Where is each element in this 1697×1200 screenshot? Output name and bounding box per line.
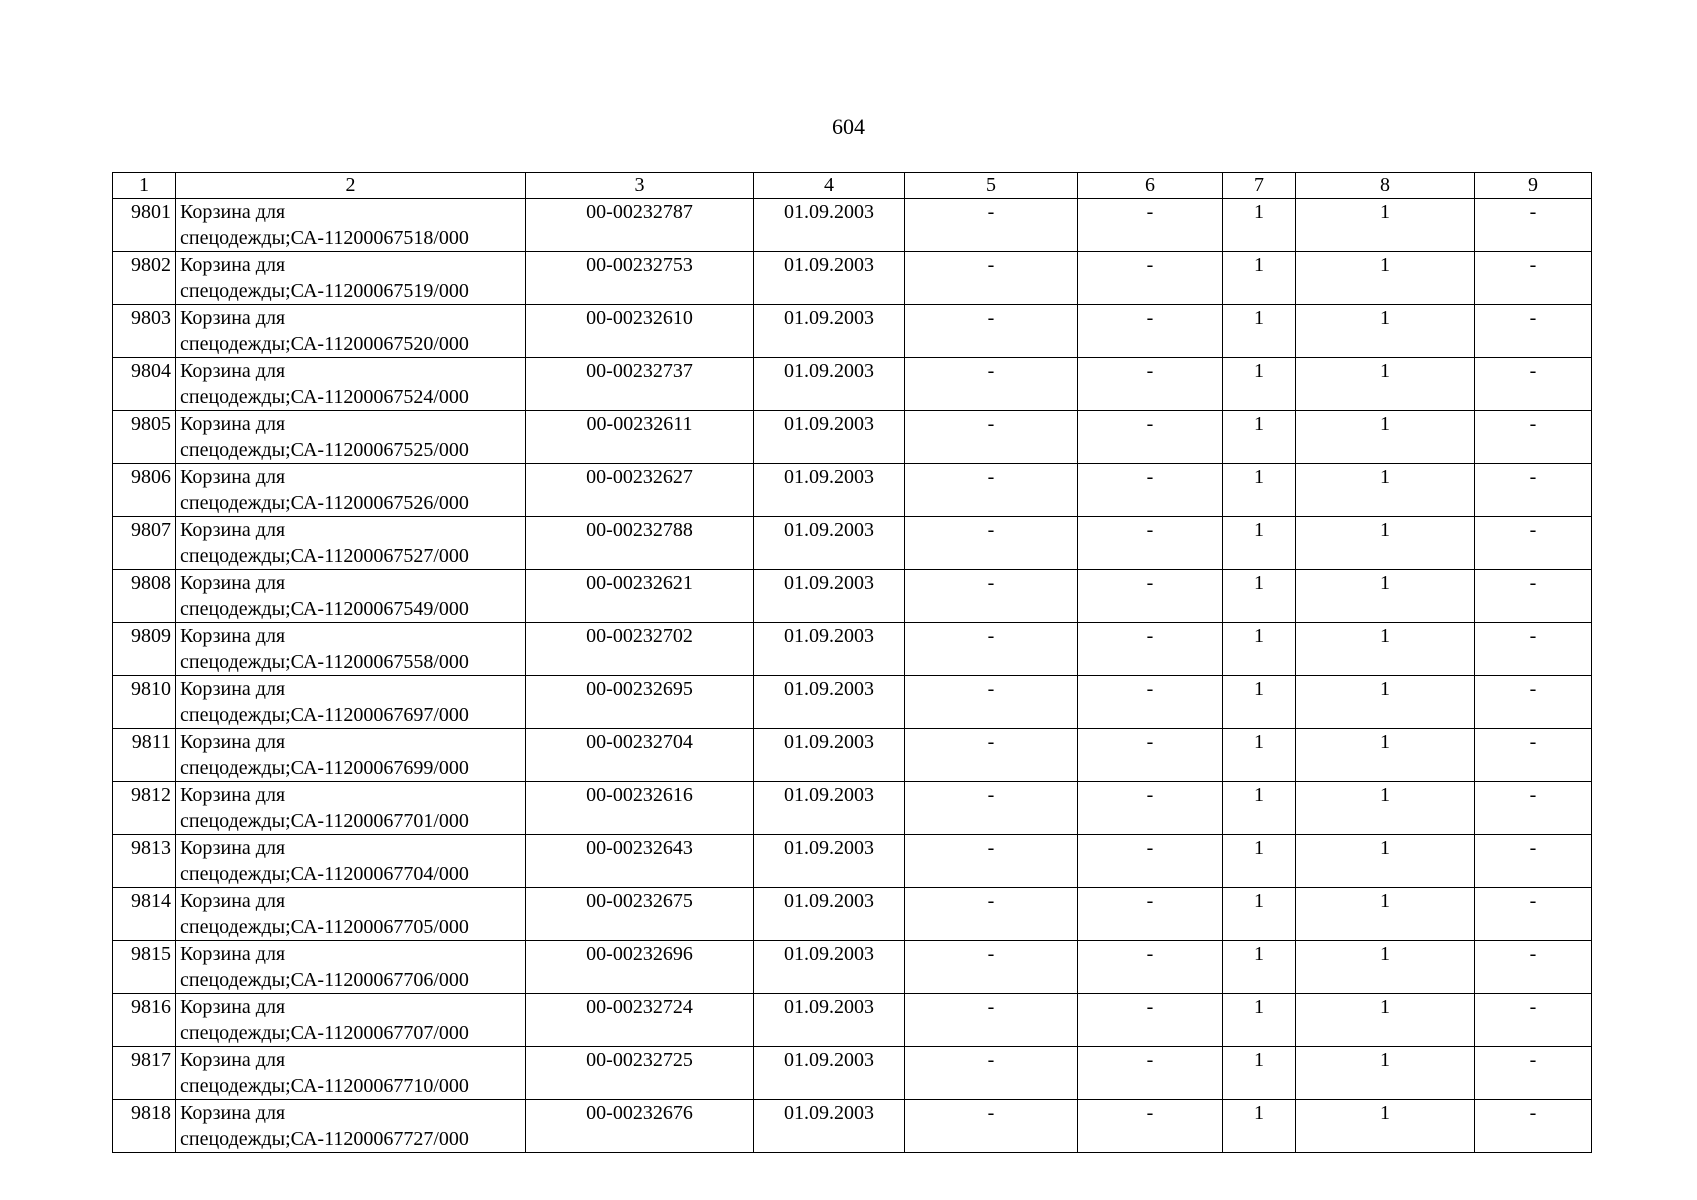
table-row bbox=[113, 358, 1592, 411]
column-8-cell: 1 bbox=[1296, 1100, 1475, 1153]
column-6-cell: - bbox=[1078, 888, 1223, 941]
column-9-cell: - bbox=[1475, 888, 1592, 941]
item-name-line-2: спецодежды;СА-11200067710/000 bbox=[180, 1075, 469, 1097]
row-number-cell: 9805 bbox=[113, 411, 176, 464]
item-name-line-1: Корзина для bbox=[180, 572, 286, 594]
column-6-cell: - bbox=[1078, 199, 1223, 252]
column-7-cell: 1 bbox=[1223, 1047, 1296, 1100]
table-row bbox=[113, 888, 1592, 941]
item-name-cell bbox=[176, 570, 526, 623]
column-8-cell: 1 bbox=[1296, 1047, 1475, 1100]
date-cell: 01.09.2003 bbox=[754, 517, 905, 570]
column-8-cell: 1 bbox=[1296, 199, 1475, 252]
item-name-cell bbox=[176, 835, 526, 888]
column-6-cell: - bbox=[1078, 305, 1223, 358]
row-number-cell: 9808 bbox=[113, 570, 176, 623]
date-cell: 01.09.2003 bbox=[754, 252, 905, 305]
date-cell: 01.09.2003 bbox=[754, 782, 905, 835]
table-row bbox=[113, 411, 1592, 464]
item-name-cell bbox=[176, 1100, 526, 1153]
column-8-cell: 1 bbox=[1296, 782, 1475, 835]
column-9-cell: - bbox=[1475, 411, 1592, 464]
column-5-cell: - bbox=[905, 623, 1078, 676]
header-row bbox=[113, 173, 1592, 199]
item-name-cell bbox=[176, 994, 526, 1047]
column-header-2: 2 bbox=[176, 173, 526, 199]
column-9-cell: - bbox=[1475, 782, 1592, 835]
inventory-code-cell: 00-00232616 bbox=[526, 782, 754, 835]
column-6-cell: - bbox=[1078, 570, 1223, 623]
column-5-cell: - bbox=[905, 1100, 1078, 1153]
table-row bbox=[113, 623, 1592, 676]
item-name-line-2: спецодежды;СА-11200067518/000 bbox=[180, 227, 469, 249]
column-8-cell: 1 bbox=[1296, 517, 1475, 570]
item-name-cell bbox=[176, 623, 526, 676]
column-5-cell: - bbox=[905, 782, 1078, 835]
row-number-cell: 9809 bbox=[113, 623, 176, 676]
inventory-code-cell: 00-00232676 bbox=[526, 1100, 754, 1153]
inventory-code-cell: 00-00232753 bbox=[526, 252, 754, 305]
column-7-cell: 1 bbox=[1223, 411, 1296, 464]
row-number-cell: 9804 bbox=[113, 358, 176, 411]
item-name-line-1: Корзина для bbox=[180, 413, 286, 435]
column-9-cell: - bbox=[1475, 994, 1592, 1047]
item-name-cell bbox=[176, 464, 526, 517]
column-5-cell: - bbox=[905, 888, 1078, 941]
item-name-cell bbox=[176, 729, 526, 782]
column-8-cell: 1 bbox=[1296, 888, 1475, 941]
column-6-cell: - bbox=[1078, 1100, 1223, 1153]
item-name-line-2: спецодежды;СА-11200067706/000 bbox=[180, 969, 469, 991]
column-header-9: 9 bbox=[1475, 173, 1592, 199]
column-6-cell: - bbox=[1078, 782, 1223, 835]
column-9-cell: - bbox=[1475, 252, 1592, 305]
column-7-cell: 1 bbox=[1223, 729, 1296, 782]
inventory-code-cell: 00-00232643 bbox=[526, 835, 754, 888]
column-7-cell: 1 bbox=[1223, 782, 1296, 835]
row-number-cell: 9814 bbox=[113, 888, 176, 941]
date-cell: 01.09.2003 bbox=[754, 729, 905, 782]
column-8-cell: 1 bbox=[1296, 941, 1475, 994]
item-name-line-1: Корзина для bbox=[180, 731, 286, 753]
column-8-cell: 1 bbox=[1296, 411, 1475, 464]
item-name-cell bbox=[176, 305, 526, 358]
table-row bbox=[113, 1047, 1592, 1100]
column-7-cell: 1 bbox=[1223, 941, 1296, 994]
item-name-cell bbox=[176, 358, 526, 411]
column-5-cell: - bbox=[905, 252, 1078, 305]
inventory-code-cell: 00-00232695 bbox=[526, 676, 754, 729]
date-cell: 01.09.2003 bbox=[754, 199, 905, 252]
table-body bbox=[113, 199, 1592, 1153]
table-row bbox=[113, 464, 1592, 517]
item-name-line-2: спецодежды;СА-11200067520/000 bbox=[180, 333, 469, 355]
inventory-code-cell: 00-00232627 bbox=[526, 464, 754, 517]
column-header-3: 3 bbox=[526, 173, 754, 199]
item-name-line-2: спецодежды;СА-11200067525/000 bbox=[180, 439, 469, 461]
date-cell: 01.09.2003 bbox=[754, 623, 905, 676]
item-name-line-2: спецодежды;СА-11200067549/000 bbox=[180, 598, 469, 620]
row-number-cell: 9811 bbox=[113, 729, 176, 782]
column-7-cell: 1 bbox=[1223, 888, 1296, 941]
column-5-cell: - bbox=[905, 411, 1078, 464]
column-header-5: 5 bbox=[905, 173, 1078, 199]
inventory-code-cell: 00-00232787 bbox=[526, 199, 754, 252]
inventory-code-cell: 00-00232610 bbox=[526, 305, 754, 358]
inventory-table bbox=[112, 172, 1592, 1153]
item-name-line-1: Корзина для bbox=[180, 307, 286, 329]
item-name-line-2: спецодежды;СА-11200067727/000 bbox=[180, 1128, 469, 1150]
inventory-code-cell: 00-00232788 bbox=[526, 517, 754, 570]
item-name-line-2: спецодежды;СА-11200067707/000 bbox=[180, 1022, 469, 1044]
column-header-1: 1 bbox=[113, 173, 176, 199]
item-name-cell bbox=[176, 199, 526, 252]
item-name-line-1: Корзина для bbox=[180, 519, 286, 541]
date-cell: 01.09.2003 bbox=[754, 676, 905, 729]
column-5-cell: - bbox=[905, 199, 1078, 252]
date-cell: 01.09.2003 bbox=[754, 305, 905, 358]
column-5-cell: - bbox=[905, 835, 1078, 888]
column-9-cell: - bbox=[1475, 941, 1592, 994]
column-7-cell: 1 bbox=[1223, 623, 1296, 676]
column-6-cell: - bbox=[1078, 517, 1223, 570]
date-cell: 01.09.2003 bbox=[754, 888, 905, 941]
item-name-line-2: спецодежды;СА-11200067527/000 bbox=[180, 545, 469, 567]
item-name-line-2: спецодежды;СА-11200067704/000 bbox=[180, 863, 469, 885]
item-name-line-1: Корзина для bbox=[180, 784, 286, 806]
inventory-code-cell: 00-00232725 bbox=[526, 1047, 754, 1100]
date-cell: 01.09.2003 bbox=[754, 411, 905, 464]
row-number-cell: 9803 bbox=[113, 305, 176, 358]
date-cell: 01.09.2003 bbox=[754, 1047, 905, 1100]
column-header-8: 8 bbox=[1296, 173, 1475, 199]
column-9-cell: - bbox=[1475, 835, 1592, 888]
column-8-cell: 1 bbox=[1296, 676, 1475, 729]
column-8-cell: 1 bbox=[1296, 464, 1475, 517]
row-number-cell: 9807 bbox=[113, 517, 176, 570]
column-6-cell: - bbox=[1078, 729, 1223, 782]
column-6-cell: - bbox=[1078, 358, 1223, 411]
column-5-cell: - bbox=[905, 464, 1078, 517]
column-9-cell: - bbox=[1475, 623, 1592, 676]
column-8-cell: 1 bbox=[1296, 994, 1475, 1047]
inventory-code-cell: 00-00232724 bbox=[526, 994, 754, 1047]
item-name-line-1: Корзина для bbox=[180, 1102, 286, 1124]
table-row bbox=[113, 835, 1592, 888]
column-9-cell: - bbox=[1475, 305, 1592, 358]
column-5-cell: - bbox=[905, 994, 1078, 1047]
table-row bbox=[113, 994, 1592, 1047]
column-7-cell: 1 bbox=[1223, 199, 1296, 252]
column-9-cell: - bbox=[1475, 1047, 1592, 1100]
date-cell: 01.09.2003 bbox=[754, 464, 905, 517]
item-name-line-2: спецодежды;СА-11200067558/000 bbox=[180, 651, 469, 673]
item-name-line-2: спецодежды;СА-11200067526/000 bbox=[180, 492, 469, 514]
column-7-cell: 1 bbox=[1223, 252, 1296, 305]
item-name-line-1: Корзина для bbox=[180, 466, 286, 488]
column-9-cell: - bbox=[1475, 729, 1592, 782]
column-9-cell: - bbox=[1475, 464, 1592, 517]
column-5-cell: - bbox=[905, 570, 1078, 623]
column-8-cell: 1 bbox=[1296, 358, 1475, 411]
column-header-7: 7 bbox=[1223, 173, 1296, 199]
item-name-cell bbox=[176, 252, 526, 305]
column-5-cell: - bbox=[905, 941, 1078, 994]
column-5-cell: - bbox=[905, 676, 1078, 729]
item-name-cell bbox=[176, 941, 526, 994]
table-row bbox=[113, 252, 1592, 305]
item-name-line-2: спецодежды;СА-11200067705/000 bbox=[180, 916, 469, 938]
column-5-cell: - bbox=[905, 517, 1078, 570]
column-5-cell: - bbox=[905, 358, 1078, 411]
row-number-cell: 9818 bbox=[113, 1100, 176, 1153]
column-7-cell: 1 bbox=[1223, 358, 1296, 411]
inventory-code-cell: 00-00232696 bbox=[526, 941, 754, 994]
row-number-cell: 9802 bbox=[113, 252, 176, 305]
inventory-code-cell: 00-00232737 bbox=[526, 358, 754, 411]
item-name-line-1: Корзина для bbox=[180, 996, 286, 1018]
item-name-cell bbox=[176, 1047, 526, 1100]
item-name-line-1: Корзина для bbox=[180, 943, 286, 965]
column-7-cell: 1 bbox=[1223, 676, 1296, 729]
inventory-code-cell: 00-00232675 bbox=[526, 888, 754, 941]
table-row bbox=[113, 199, 1592, 252]
date-cell: 01.09.2003 bbox=[754, 570, 905, 623]
item-name-cell bbox=[176, 782, 526, 835]
date-cell: 01.09.2003 bbox=[754, 358, 905, 411]
column-8-cell: 1 bbox=[1296, 570, 1475, 623]
item-name-line-1: Корзина для bbox=[180, 890, 286, 912]
item-name-line-2: спецодежды;СА-11200067699/000 bbox=[180, 757, 469, 779]
row-number-cell: 9813 bbox=[113, 835, 176, 888]
item-name-line-1: Корзина для bbox=[180, 201, 286, 223]
column-7-cell: 1 bbox=[1223, 464, 1296, 517]
item-name-line-1: Корзина для bbox=[180, 254, 286, 276]
column-6-cell: - bbox=[1078, 835, 1223, 888]
column-6-cell: - bbox=[1078, 676, 1223, 729]
inventory-code-cell: 00-00232611 bbox=[526, 411, 754, 464]
row-number-cell: 9812 bbox=[113, 782, 176, 835]
item-name-line-1: Корзина для bbox=[180, 360, 286, 382]
row-number-cell: 9810 bbox=[113, 676, 176, 729]
date-cell: 01.09.2003 bbox=[754, 1100, 905, 1153]
table-row bbox=[113, 782, 1592, 835]
column-7-cell: 1 bbox=[1223, 835, 1296, 888]
item-name-line-2: спецодежды;СА-11200067701/000 bbox=[180, 810, 469, 832]
table-row bbox=[113, 1100, 1592, 1153]
table-row bbox=[113, 570, 1592, 623]
column-7-cell: 1 bbox=[1223, 305, 1296, 358]
date-cell: 01.09.2003 bbox=[754, 941, 905, 994]
item-name-line-2: спецодежды;СА-11200067524/000 bbox=[180, 386, 469, 408]
column-6-cell: - bbox=[1078, 464, 1223, 517]
item-name-line-1: Корзина для bbox=[180, 625, 286, 647]
item-name-cell bbox=[176, 888, 526, 941]
date-cell: 01.09.2003 bbox=[754, 994, 905, 1047]
item-name-line-1: Корзина для bbox=[180, 837, 286, 859]
table-row bbox=[113, 676, 1592, 729]
item-name-line-1: Корзина для bbox=[180, 1049, 286, 1071]
column-9-cell: - bbox=[1475, 1100, 1592, 1153]
item-name-cell bbox=[176, 411, 526, 464]
page-number: 604 bbox=[832, 114, 865, 139]
column-6-cell: - bbox=[1078, 994, 1223, 1047]
column-6-cell: - bbox=[1078, 1047, 1223, 1100]
column-5-cell: - bbox=[905, 1047, 1078, 1100]
column-header-6: 6 bbox=[1078, 173, 1223, 199]
column-7-cell: 1 bbox=[1223, 1100, 1296, 1153]
column-7-cell: 1 bbox=[1223, 517, 1296, 570]
item-name-cell bbox=[176, 676, 526, 729]
table-row bbox=[113, 517, 1592, 570]
row-number-cell: 9806 bbox=[113, 464, 176, 517]
column-6-cell: - bbox=[1078, 941, 1223, 994]
column-9-cell: - bbox=[1475, 570, 1592, 623]
row-number-cell: 9815 bbox=[113, 941, 176, 994]
date-cell: 01.09.2003 bbox=[754, 835, 905, 888]
table-row bbox=[113, 729, 1592, 782]
column-5-cell: - bbox=[905, 729, 1078, 782]
row-number-cell: 9816 bbox=[113, 994, 176, 1047]
table-row bbox=[113, 941, 1592, 994]
column-9-cell: - bbox=[1475, 358, 1592, 411]
column-7-cell: 1 bbox=[1223, 994, 1296, 1047]
item-name-line-1: Корзина для bbox=[180, 678, 286, 700]
item-name-cell bbox=[176, 517, 526, 570]
row-number-cell: 9817 bbox=[113, 1047, 176, 1100]
column-6-cell: - bbox=[1078, 623, 1223, 676]
column-5-cell: - bbox=[905, 305, 1078, 358]
column-6-cell: - bbox=[1078, 411, 1223, 464]
column-9-cell: - bbox=[1475, 517, 1592, 570]
column-8-cell: 1 bbox=[1296, 305, 1475, 358]
column-8-cell: 1 bbox=[1296, 729, 1475, 782]
table-row bbox=[113, 305, 1592, 358]
inventory-code-cell: 00-00232702 bbox=[526, 623, 754, 676]
item-name-line-2: спецодежды;СА-11200067519/000 bbox=[180, 280, 469, 302]
column-6-cell: - bbox=[1078, 252, 1223, 305]
column-8-cell: 1 bbox=[1296, 252, 1475, 305]
inventory-code-cell: 00-00232704 bbox=[526, 729, 754, 782]
column-9-cell: - bbox=[1475, 676, 1592, 729]
item-name-line-2: спецодежды;СА-11200067697/000 bbox=[180, 704, 469, 726]
inventory-code-cell: 00-00232621 bbox=[526, 570, 754, 623]
column-9-cell: - bbox=[1475, 199, 1592, 252]
column-8-cell: 1 bbox=[1296, 835, 1475, 888]
column-header-4: 4 bbox=[754, 173, 905, 199]
row-number-cell: 9801 bbox=[113, 199, 176, 252]
column-8-cell: 1 bbox=[1296, 623, 1475, 676]
column-7-cell: 1 bbox=[1223, 570, 1296, 623]
